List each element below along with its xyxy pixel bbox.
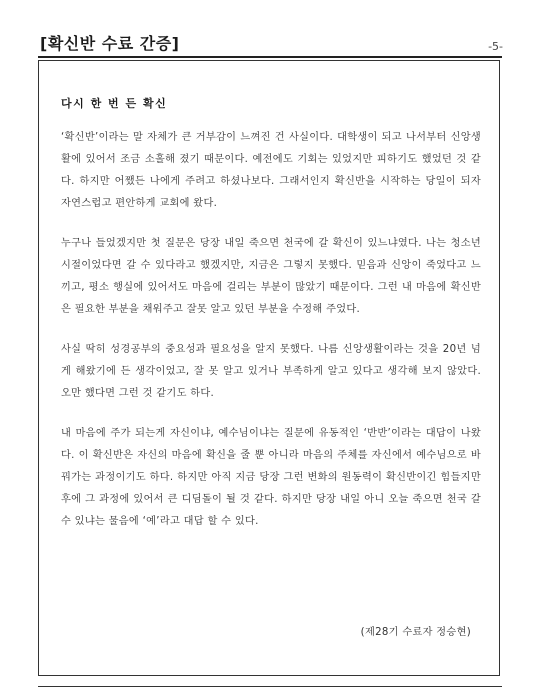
footer-divider <box>38 686 502 687</box>
author-signature: (제28기 수료자 정승현) <box>360 627 471 638</box>
testimony-box <box>38 60 500 676</box>
page-header-title: [확신반 수료 간증] <box>40 34 180 53</box>
paragraph-3: 사실 딱히 성경공부의 중요성과 필요성을 알지 못했다. 나름 신앙생활이라는 것을 20년 넘게 해왔기에 든 생각이었고, 잘 못 알고 있거나 부족하게 알고 있다고 생각해 보지 않았다. 오만 했다면 그런 것 같기도 하다. <box>61 344 481 399</box>
article-body <box>61 127 481 551</box>
paragraph-4: 내 마음에 주가 되는게 자신이냐, 예수님이냐는 질문에 유동적인 ‘반반’이라는 대답이 나왔다. 이 확신반은 자신의 마음에 확신을 줄 뿐 아니라 마음의 주체를 자신에서 예수님으로 바꿔가는 과정이기도 하다. 하지만 아직 지금 당장 그런 변화의 원동력이 확신반이긴 힘들지만 후에 그 과정에 있어서 큰 디딤돌이 될 것 같다. 하지만 당장 내일 아니 오늘 죽으면 천국 갈 수 있냐는 물음에 ‘예’라고 대답 할 수 있다. <box>61 428 481 527</box>
article-title: 다시 한 번 든 확신 <box>61 97 168 110</box>
page-number: -5- <box>488 40 503 53</box>
paragraph-2: 누구나 들었겠지만 첫 질문은 당장 내일 죽으면 천국에 갈 확신이 있느냐였다. 나는 청소년 시절이었다면 갈 수 있다라고 했겠지만, 지금은 그렇지 못했다. 믿음과 신앙이 죽었다고 느끼고, 평소 행실에 있어서도 마음에 걸리는 부분이 많았기 때문이다. 그런 내 마음에 확신반은 필요한 부분을 채워주고 잘못 알고 있던 부분을 수정해 주었다. <box>61 238 481 315</box>
header-divider <box>38 56 502 58</box>
paragraph-1: ‘확신반’이라는 말 자체가 큰 거부감이 느껴진 건 사실이다. 대학생이 되고 나서부터 신앙생활에 있어서 조금 소홀해 졌기 때문이다. 예전에도 기회는 있었지만 피하기도 했었던 것 같다. 하지만 어쨌든 나에게 주려고 하셨나보다. 그래서인지 확신반을 시작하는 당일이 되자 자연스럽고 편안하게 교회에 왔다. <box>61 132 481 209</box>
